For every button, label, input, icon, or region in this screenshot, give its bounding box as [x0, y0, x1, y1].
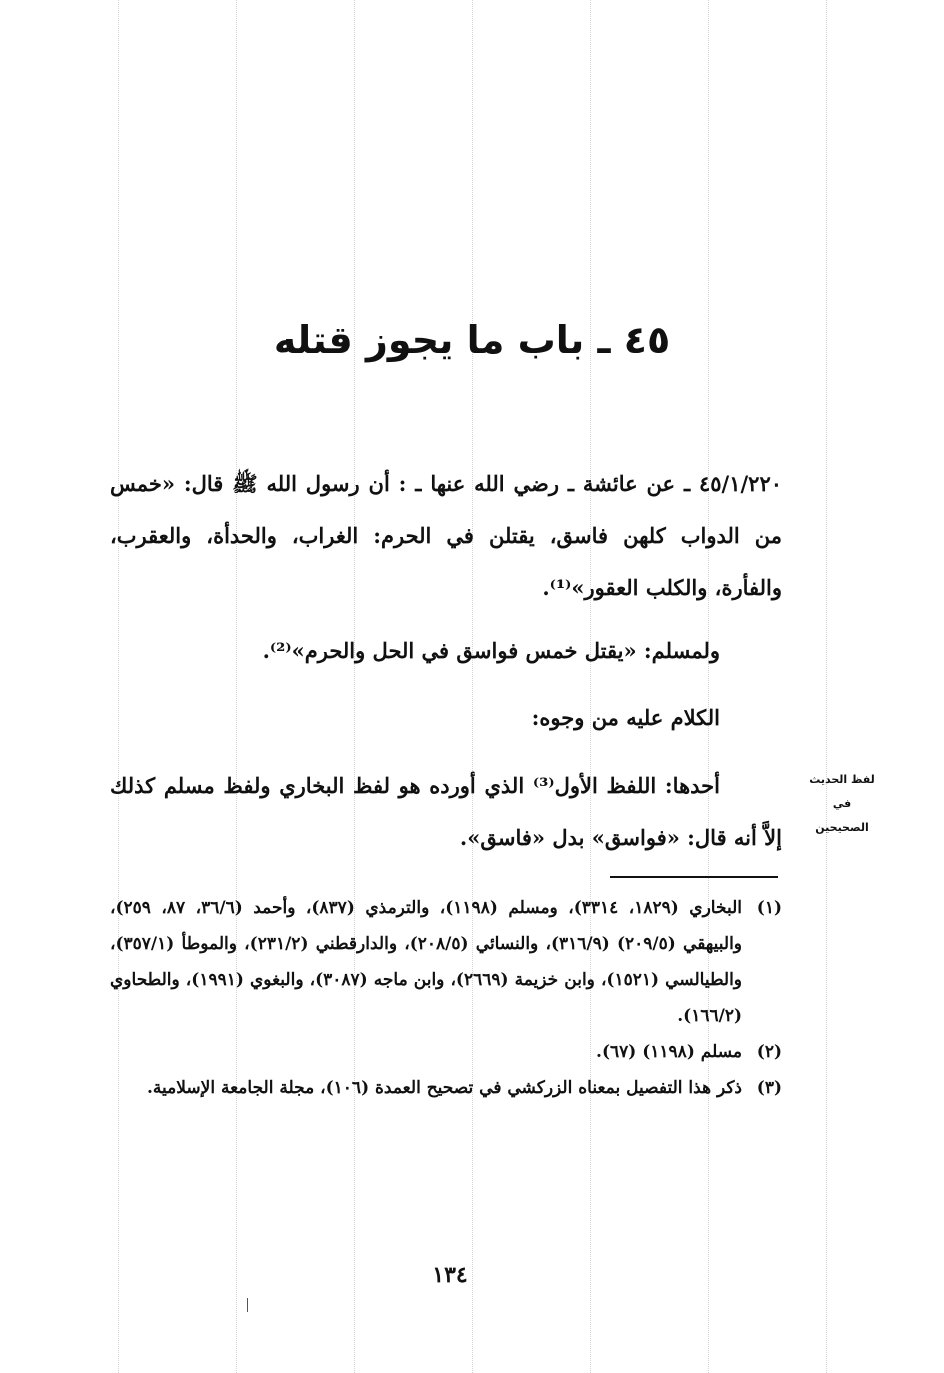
scan-mark	[247, 1298, 248, 1312]
footnote	[110, 890, 782, 1034]
footnote	[110, 1034, 782, 1070]
discussion-intro: الكلام عليه من وجوه:	[531, 705, 720, 730]
scan-line	[708, 0, 709, 1373]
footnote-text: ذكر هذا التفصيل بمعناه الزركشي في تصحيح العمدة (١٠٦)، مجلة الجامعة الإسلامية.	[146, 1078, 742, 1098]
scan-line	[472, 0, 473, 1373]
footnote-number: (١)	[756, 898, 782, 918]
footnote-number: (٣)	[756, 1078, 782, 1098]
scan-line	[354, 0, 355, 1373]
footnote	[110, 1070, 782, 1106]
first-point-paragraph: أحدها: اللفظ الأول⁽³⁾ الذي أورده هو لفظ البخاري ولفظ مسلم كذلك إلاَّ أنه قال: «فواسق» بدل «فاسق».	[110, 773, 782, 850]
hadith-paragraph: ٤٥/١/٢٢٠ ـ عن عائشة ـ رضي الله عنها ـ : أن رسول الله ﷺ قال: «خمس من الدواب كلهن فاسق، يقتلن في الحرم: الغراب، والحدأة، والعقرب، والفأرة، والكلب العقور»⁽¹⁾.	[110, 471, 782, 600]
scan-line	[118, 0, 119, 1373]
chapter-title: ٤٥ ـ باب ما يجوز قتله	[273, 318, 671, 362]
footnote-divider	[610, 876, 778, 878]
scan-line	[236, 0, 237, 1373]
scan-line	[590, 0, 591, 1373]
footnote-number: (٢)	[756, 1042, 782, 1062]
footnotes	[110, 890, 782, 1106]
muslim-narration-paragraph: ولمسلم: «يقتل خمس فواسق في الحل والحرم»⁽²⁾.	[262, 638, 720, 663]
margin-note: لفظ الحديث في الصحيحين	[809, 773, 875, 834]
page-number: ١٣٤	[432, 1262, 468, 1288]
footnote-text: مسلم (١١٩٨) (٦٧).	[596, 1042, 742, 1062]
scan-line	[826, 0, 827, 1373]
footnote-text: البخاري (١٨٢٩، ٣٣١٤)، ومسلم (١١٩٨)، والترمذي (٨٣٧)، وأحمد (٣٦/٦، ٨٧، ٢٥٩)، والبيهقي (٢٠٩/٥) (٣١٦/٩)، والنسائي (٢٠٨/٥)، والدارقطني (٢٣١/٢)، والموطأ (٣٥٧/١)، والطيالسي (١٥٢١)، وابن خزيمة (٢٦٦٩)، وابن ماجه (٣٠٨٧)، والبغوي (١٩٩١)، والطحاوي (١٦٦/٢).	[110, 898, 743, 1026]
